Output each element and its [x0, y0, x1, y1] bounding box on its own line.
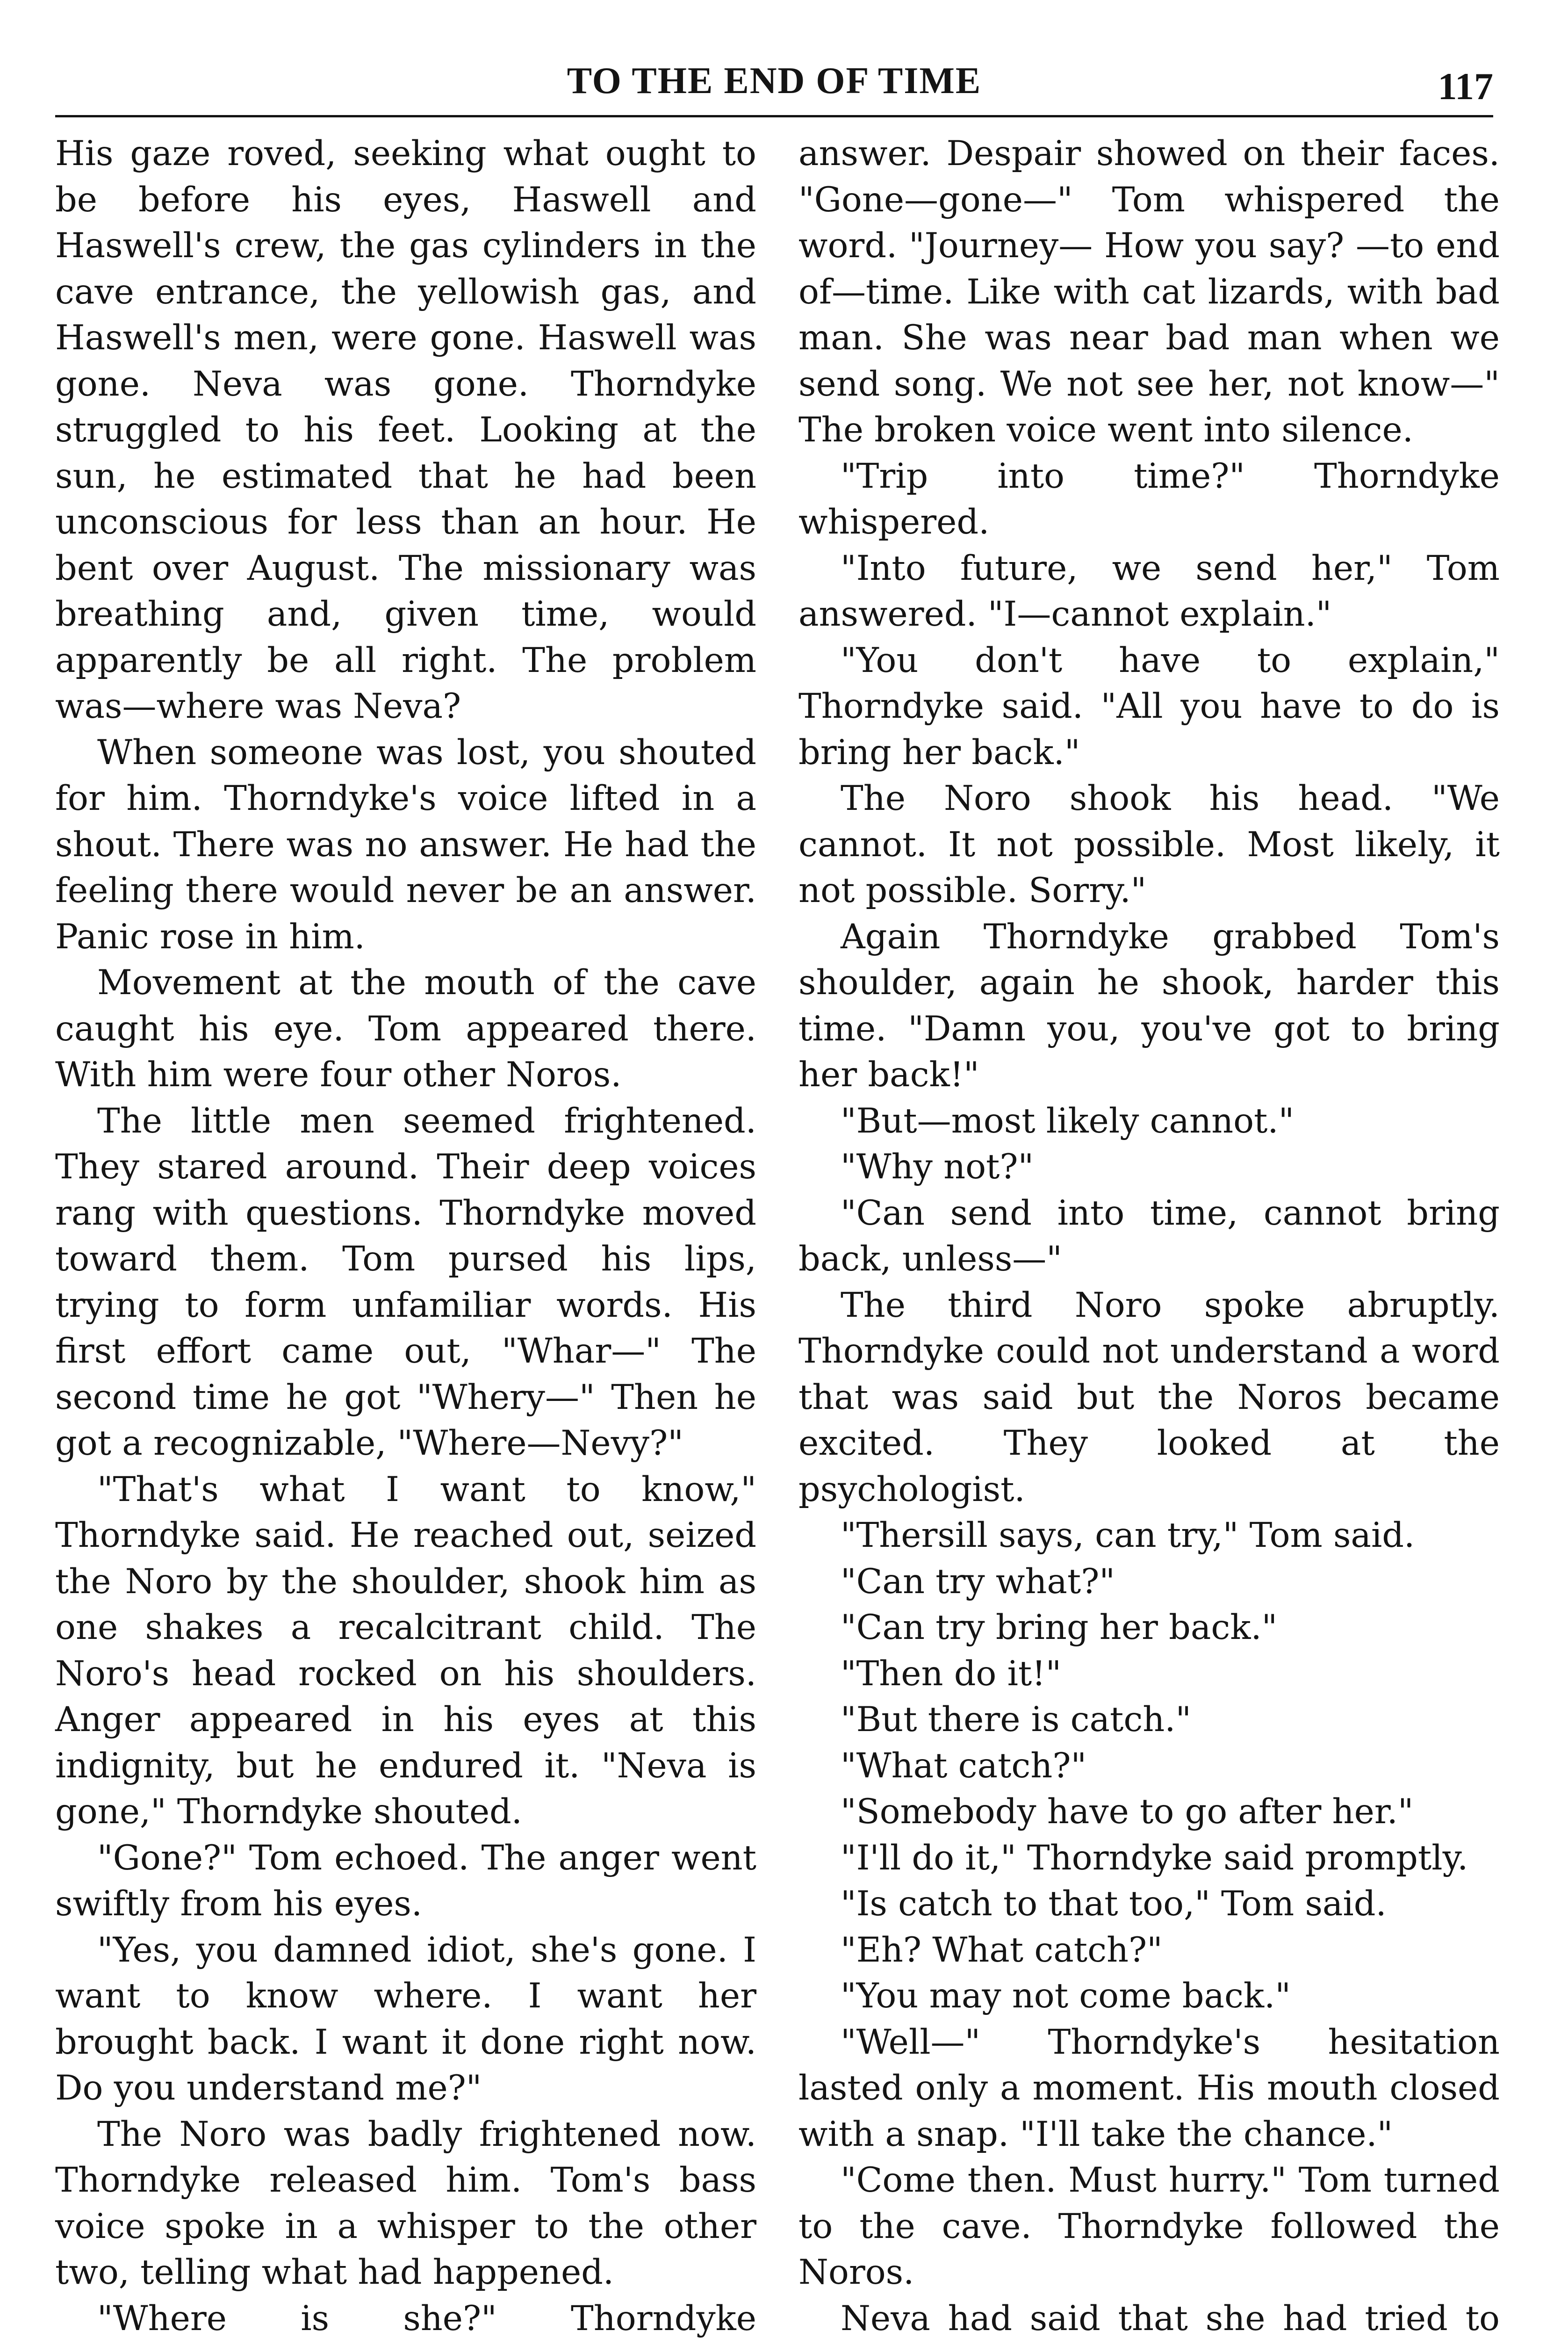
- paragraph: "You may not come back.": [841, 1976, 1291, 2016]
- paragraph: "You don't have to explain," Thorndyke said. "All you have to do is bring her back.": [798, 640, 1500, 772]
- paragraph: "Is catch to that too," Tom said.: [841, 1884, 1387, 1924]
- running-title: TO THE END OF TIME: [567, 60, 982, 101]
- paragraph: "Where is she?" Thorndyke: [97, 2298, 756, 2338]
- paragraph: The Noro was badly frightened now. Thorndyke released him. Tom's bass voice spoke in a whisper to the other two, telling what had happened.: [55, 2114, 756, 2292]
- paragraph: "Come then. Must hurry." Tom turned to the cave. Thorndyke followed the Noros.: [798, 2160, 1500, 2292]
- paragraph: "Can try bring her back.": [841, 1608, 1278, 1647]
- paragraph: His gaze roved, seeking what ought to be before his eyes, Haswell and Haswell's crew, the gas cylinders in the cave entrance, the yellowish gas, and Haswell's men, were gone. Haswell was gone. Neva was gone. Thorndyke struggled to his feet. Looking at the sun, he estimated that he had been unconscious for less than an hour. He bent over August. The missionary was breathing and, given time, would apparently be all right. The problem was—where was Neva?: [55, 134, 756, 726]
- paragraph: "Yes, you damned idiot, she's gone. I want to know where. I want her brought back. I want it done right now. Do you understand me?": [55, 1930, 756, 2108]
- paragraph: "I'll do it," Thorndyke said promptly.: [841, 1838, 1468, 1878]
- left-column: [55, 131, 756, 2338]
- paragraph: "Well—" Thorndyke's hesitation lasted only a moment. His mouth closed with a snap. "I'll take the chance.": [798, 2022, 1500, 2154]
- paragraph: "Into future, we send her," Tom answered. "I—cannot explain.": [798, 548, 1500, 634]
- paragraph: "Can try what?": [841, 1561, 1115, 1602]
- paragraph: "What catch?": [841, 1746, 1087, 1786]
- header-rule: [55, 115, 1493, 117]
- paragraph: The third Noro spoke abruptly. Thorndyke could not understand a word that was said but the Noros became excited. They looked at the psychologist.: [798, 1285, 1500, 1509]
- paragraph: Again Thorndyke grabbed Tom's shoulder, again he shook, harder this time. "Damn you, you've got to bring her back!": [798, 916, 1500, 1095]
- right-column: [798, 131, 1500, 2338]
- paragraph: "Can send into time, cannot bring back, unless—": [798, 1193, 1500, 1279]
- paragraph: answer. Despair showed on their faces. "Gone—gone—" Tom whispered the word. "Journey— How you say? —to end of—time. Like with cat lizards, with bad man. She was near bad man when we send song. We not see her, not know—" The broken voice went into silence.: [798, 134, 1500, 450]
- page-number: 117: [1438, 65, 1493, 108]
- paragraph: "Eh? What catch?": [841, 1930, 1163, 1970]
- paragraph: "Thersill says, can try," Tom said.: [841, 1515, 1415, 1555]
- paragraph: Movement at the mouth of the cave caught his eye. Tom appeared there. With him were four other Noros.: [55, 963, 756, 1095]
- paragraph: "That's what I want to know," Thorndyke said. He reached out, seized the Noro by the shoulder, shook him as one shakes a recalcitrant child. The Noro's head rocked on his shoulders. Anger appeared in his eyes at this indignity, but he endured it. "Neva is gone," Thorndyke shouted.: [55, 1469, 756, 1832]
- paragraph: When someone was lost, you shouted for him. Thorndyke's voice lifted in a shout. There was no answer. He had the feeling there would never be an answer. Panic rose in him.: [55, 732, 756, 957]
- paragraph: "Then do it!": [841, 1653, 1062, 1694]
- paragraph: The little men seemed frightened. They stared around. Their deep voices rang with questions. Thorndyke moved toward them. Tom pursed his lips, trying to form unfamiliar words. His first effort came out, "Whar—" The second time he got "Whery—" Then he got a recognizable, "Where—Nevy?": [55, 1101, 756, 1463]
- paragraph: "But—most likely cannot.": [841, 1101, 1295, 1141]
- paragraph: "Trip into time?" Thorndyke whispered.: [798, 456, 1500, 542]
- paragraph: "Somebody have to go after her.": [841, 1792, 1414, 1832]
- paragraph: Neva had said that she had tried to: [841, 2298, 1500, 2338]
- paragraph: "Why not?": [841, 1147, 1034, 1187]
- page-header: [55, 55, 1493, 116]
- paragraph: "But there is catch.": [841, 1700, 1192, 1739]
- paragraph: "Gone?" Tom echoed. The anger went swiftly from his eyes.: [55, 1838, 756, 1924]
- paragraph: The Noro shook his head. "We cannot. It not possible. Most likely, it not possible. Sorry.": [798, 779, 1500, 910]
